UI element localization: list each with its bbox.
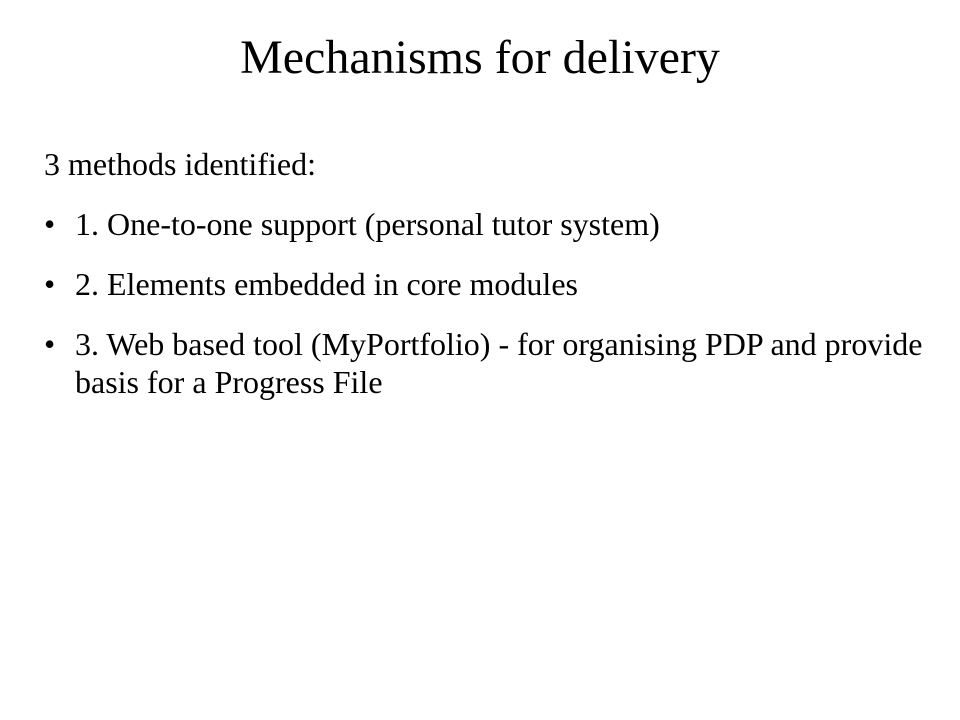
bullet-text: 3. Web based tool (MyPortfolio) - for organising PDP and provide basis for a Progress File — [75, 326, 923, 400]
bullet-item-3 — [44, 325, 924, 401]
slide-title: Mechanisms for delivery — [240, 31, 720, 84]
intro-text: 3 methods identified: — [44, 146, 316, 182]
bullet-icon: • — [44, 206, 56, 242]
bullet-icon: • — [44, 326, 56, 362]
bullet-text: 2. Elements embedded in core modules — [75, 266, 578, 302]
bullet-item-2 — [44, 265, 924, 303]
bullet-text: 1. One-to-one support (personal tutor system) — [75, 206, 660, 242]
bullet-item-1 — [44, 205, 924, 243]
bullet-icon: • — [44, 266, 56, 302]
bullet-list — [44, 205, 924, 423]
